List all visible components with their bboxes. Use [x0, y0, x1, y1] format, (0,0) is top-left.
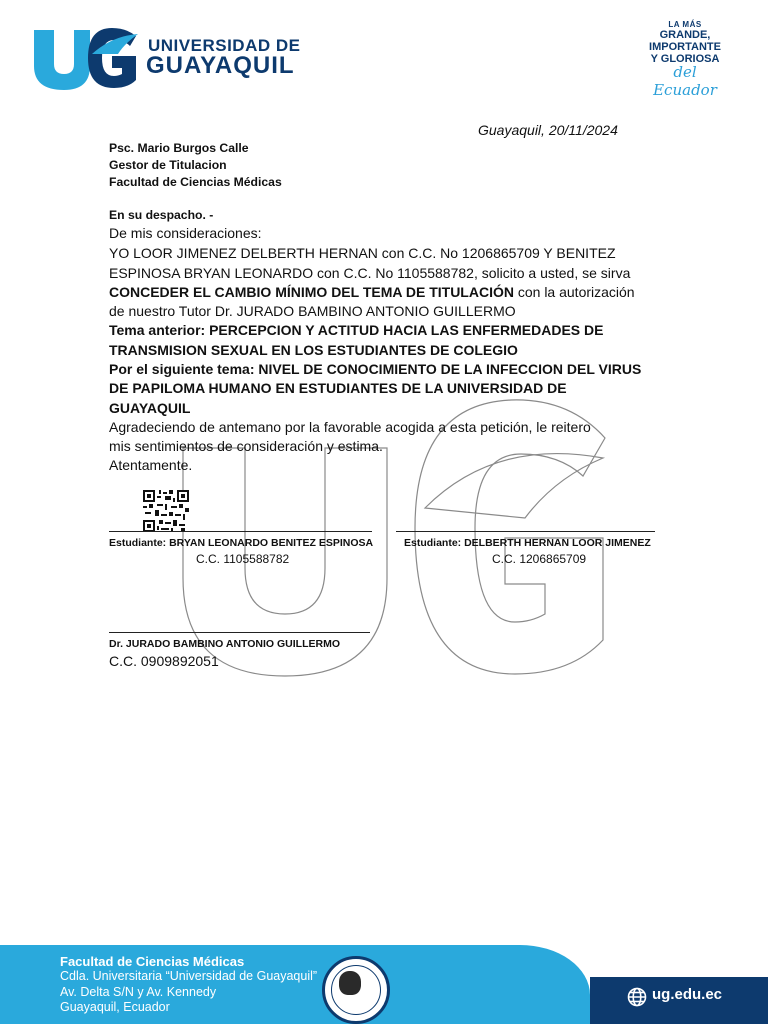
footer-address: Cdla. Universitaria “Universidad de Guayaquil” [60, 969, 318, 983]
student1-cc: C.C. 1105588782 [196, 552, 290, 566]
signature-line-tutor [109, 632, 370, 633]
globe-icon [627, 987, 647, 1007]
logo-text-university: UNIVERSIDAD DE [148, 36, 301, 55]
slogan-script: del Ecuador [653, 63, 717, 99]
closing-line: mis sentimientos de consideración y estima. [109, 438, 383, 454]
slogan-line: Y GLORIOSA [650, 53, 720, 65]
body-line [109, 284, 635, 300]
tutor-cc: C.C. 0909892051 [109, 653, 219, 669]
ug-logo-icon [32, 26, 140, 92]
footer-faculty: Facultad de Ciencias Médicas [60, 954, 245, 969]
salutation: En su despacho. - [109, 208, 214, 222]
new-topic: Por el siguiente tema: NIVEL DE CONOCIMIENTO DE LA INFECCION DEL VIRUS [109, 361, 642, 377]
new-topic: DE PAPILOMA HUMANO EN ESTUDIANTES DE LA UNIVERSIDAD DE [109, 380, 567, 396]
body-line: ESPINOSA BRYAN LEONARDO con C.C. No 1105588782, solicito a usted, se sirva [109, 265, 631, 281]
previous-topic: TRANSMISION SEXUAL EN LOS ESTUDIANTES DE COLEGIO [109, 342, 518, 358]
footer-website-link[interactable]: ug.edu.ec [652, 986, 723, 1003]
qr-code-icon [143, 490, 189, 532]
tutor-label: Dr. JURADO BAMBINO ANTONIO GUILLERMO [109, 638, 341, 650]
consideration: De mis consideraciones: [109, 225, 262, 241]
footer-address: Av. Delta S/N y Av. Kennedy [60, 985, 217, 999]
recipient-name: Psc. Mario Burgos Calle [109, 141, 249, 155]
body-line: de nuestro Tutor Dr. JURADO BAMBINO ANTONIO GUILLERMO [109, 303, 516, 319]
slogan-line: IMPORTANTE [649, 41, 721, 53]
signature-line-student1 [109, 531, 372, 532]
faculty-seal-icon [322, 956, 390, 1024]
slogan [640, 20, 730, 99]
sign-off: Atentamente. [109, 457, 193, 473]
student2-label: Estudiante: DELBERTH HERNAN LOOR JIMENEZ [404, 537, 651, 549]
slogan-line: LA MÁS [668, 20, 702, 29]
student1-label: Estudiante: BRYAN LEONARDO BENITEZ ESPINOSA [109, 537, 374, 549]
signature-line-student2 [396, 531, 655, 532]
letter-date: Guayaquil, 20/11/2024 [478, 122, 618, 138]
closing-line: Agradeciendo de antemano por la favorable acogida a esta petición, le reitero [109, 419, 591, 435]
request-rest: con la autorización [513, 284, 635, 300]
student2-cc: C.C. 1206865709 [492, 552, 587, 566]
previous-topic: Tema anterior: PERCEPCION Y ACTITUD HACIA LAS ENFERMEDADES DE [109, 322, 604, 338]
slogan-line: GRANDE, [659, 29, 711, 41]
footer-address: Guayaquil, Ecuador [60, 1000, 170, 1014]
new-topic: GUAYAQUIL [109, 400, 191, 416]
recipient-faculty: Facultad de Ciencias Médicas [109, 175, 282, 189]
body-line: YO LOOR JIMENEZ DELBERTH HERNAN con C.C. No 1206865709 Y BENITEZ [109, 245, 616, 261]
request-bold: CONCEDER EL CAMBIO MÍNIMO DEL TEMA DE TITULACIÓN [109, 284, 514, 300]
logo-text-guayaquil: GUAYAQUIL [146, 52, 295, 79]
recipient-role: Gestor de Titulacion [109, 158, 227, 172]
